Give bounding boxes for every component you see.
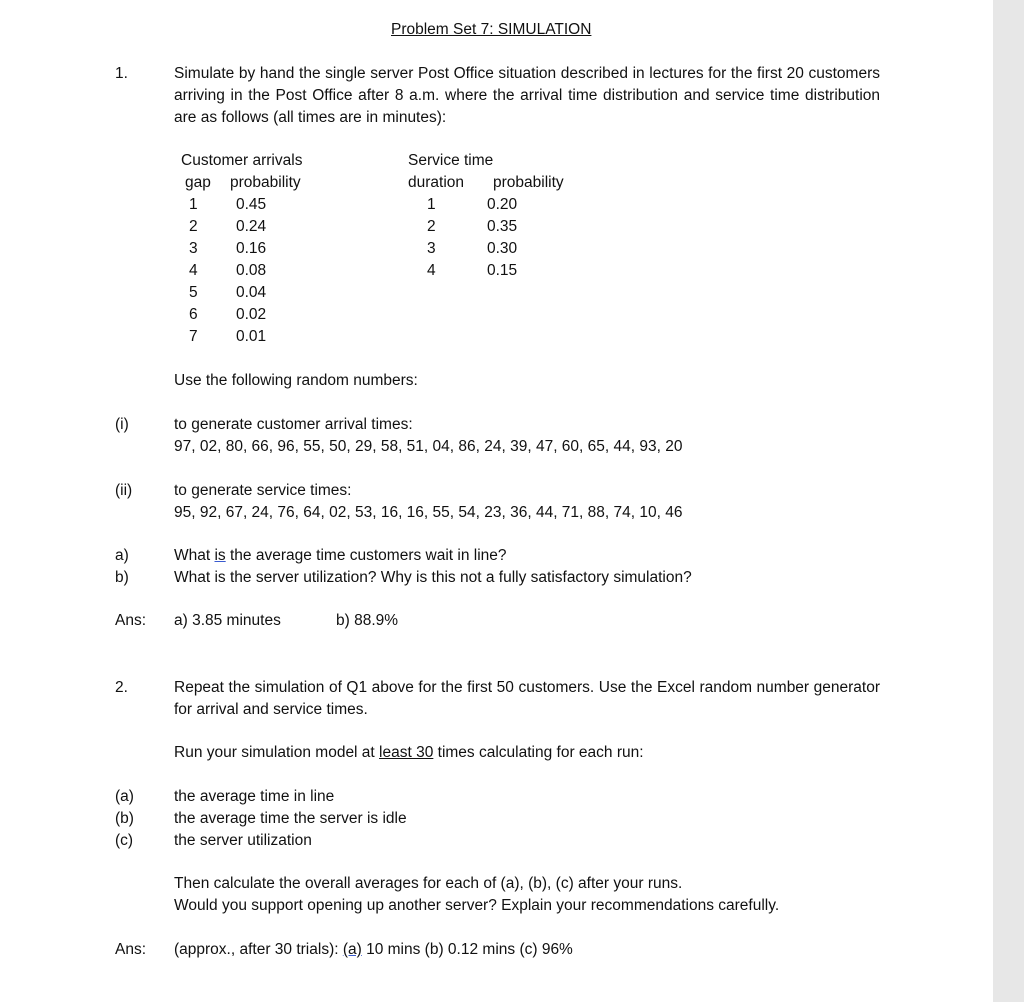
- part-ii-label: (ii): [115, 482, 133, 499]
- part-ii-numbers: 95, 92, 67, 24, 76, 64, 02, 53, 16, 16, 55, 54, 23, 36, 44, 71, 88, 74, 10, 46: [174, 504, 683, 521]
- question-2-support: Would you support opening up another server? Explain your recommendations carefully.: [174, 897, 780, 914]
- question-1-intro: Simulate by hand the single server Post Office situation described in lectures for the first 20 customers arriving in the Post Office after 8 a.m. where the arrival time distribution and service time distribution are as follows (all times are in minutes):: [174, 65, 880, 126]
- arrivals-gap-value: 7: [189, 328, 198, 345]
- arrivals-gap-value: 5: [189, 284, 198, 301]
- arrivals-probability-value: 0.01: [236, 328, 267, 345]
- question-2-number: 2.: [115, 679, 128, 696]
- answer-1-label: Ans:: [115, 612, 147, 629]
- arrivals-probability-value: 0.45: [236, 196, 267, 213]
- arrivals-probability-value: 0.04: [236, 284, 267, 301]
- answer-2-label: Ans:: [115, 941, 147, 958]
- question-b-text: What is the server utilization? Why is this not a fully satisfactory simulation?: [174, 569, 692, 586]
- answer-2-rest: 10 mins (b) 0.12 mins (c) 96%: [361, 941, 573, 958]
- question-2-item-label: (a): [115, 788, 134, 805]
- service-heading: Service time: [408, 152, 494, 169]
- question-2-item-label: (c): [115, 832, 134, 849]
- arrivals-probability-value: 0.02: [236, 306, 267, 323]
- answer-2-text: [174, 939, 573, 961]
- answer-1-a: a) 3.85 minutes: [174, 612, 281, 629]
- arrivals-gap-value: 3: [189, 240, 198, 257]
- service-probability-value: 0.30: [487, 240, 518, 257]
- question-2-intro: Repeat the simulation of Q1 above for the first 50 customers. Use the Excel random number generator for arrival and service times.: [174, 679, 880, 718]
- answer-2-pre: (approx., after 30 trials):: [174, 941, 343, 958]
- run-text-pre: Run your simulation model at: [174, 744, 380, 761]
- arrivals-gap-value: 4: [189, 262, 198, 279]
- question-2-item-text: the server utilization: [174, 832, 312, 849]
- question-2-item-text: the average time the server is idle: [174, 810, 407, 827]
- arrivals-heading: Customer arrivals: [181, 152, 303, 169]
- question-a-label: a): [115, 547, 129, 564]
- question-a-text-post: the average time customers wait in line?: [225, 547, 507, 564]
- arrivals-probability-value: 0.16: [236, 240, 267, 257]
- question-a-text: [174, 545, 507, 567]
- page-title: Problem Set 7: SIMULATION: [391, 21, 592, 38]
- arrivals-probability-value: 0.08: [236, 262, 267, 279]
- service-duration-value: 2: [427, 218, 436, 235]
- service-col-probability: probability: [493, 174, 564, 191]
- part-i-text: to generate customer arrival times:: [174, 416, 413, 433]
- part-i-numbers: 97, 02, 80, 66, 96, 55, 50, 29, 58, 51, 04, 86, 24, 39, 47, 60, 65, 44, 93, 20: [174, 438, 683, 455]
- question-2-run-instruction: [174, 742, 644, 764]
- run-text-post: times calculating for each run:: [433, 744, 644, 761]
- service-probability-value: 0.20: [487, 196, 518, 213]
- question-2-item-text: the average time in line: [174, 788, 335, 805]
- service-duration-value: 3: [427, 240, 436, 257]
- service-probability-value: 0.35: [487, 218, 518, 235]
- answer-2-a-label: (a): [342, 941, 362, 958]
- service-duration-value: 4: [427, 262, 436, 279]
- question-1-number: 1.: [115, 65, 128, 82]
- question-b-label: b): [115, 569, 129, 586]
- arrivals-gap-value: 1: [189, 196, 198, 213]
- question-a-text-pre: What: [174, 547, 215, 564]
- service-col-duration: duration: [408, 174, 465, 191]
- scrollbar-track[interactable]: [993, 0, 1024, 1002]
- arrivals-probability-value: 0.24: [236, 218, 267, 235]
- arrivals-col-probability: probability: [230, 174, 301, 191]
- question-2-item-label: (b): [115, 810, 134, 827]
- service-duration-value: 1: [427, 196, 436, 213]
- arrivals-col-gap: gap: [185, 174, 211, 191]
- part-ii-text: to generate service times:: [174, 482, 352, 499]
- run-text-underlined: least 30: [379, 744, 434, 761]
- part-i-label: (i): [115, 416, 129, 433]
- question-2-then: Then calculate the overall averages for each of (a), (b), (c) after your runs.: [174, 875, 683, 892]
- arrivals-gap-value: 2: [189, 218, 198, 235]
- question-a-text-is: is: [214, 547, 226, 564]
- arrivals-gap-value: 6: [189, 306, 198, 323]
- random-numbers-intro: Use the following random numbers:: [174, 372, 418, 389]
- service-probability-value: 0.15: [487, 262, 518, 279]
- answer-1-b: b) 88.9%: [336, 612, 399, 629]
